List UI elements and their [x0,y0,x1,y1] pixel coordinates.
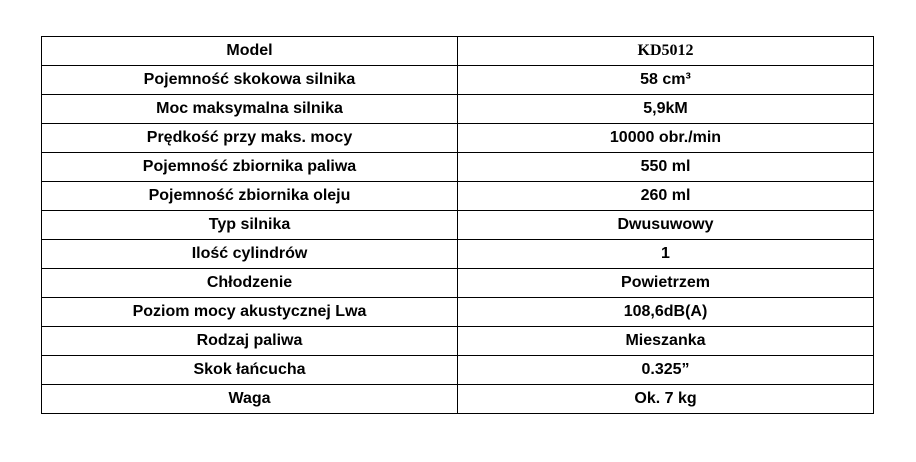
spec-value-sound-power: 108,6dB(A) [458,298,874,327]
table-row [42,66,874,95]
spec-label-cooling: Chłodzenie [42,269,458,298]
spec-value-fuel-tank: 550 ml [458,153,874,182]
spec-label-max-power: Moc maksymalna silnika [42,95,458,124]
spec-label-displacement: Pojemność skokowa silnika [42,66,458,95]
table-row [42,385,874,414]
spec-label-chain-pitch: Skok łańcucha [42,356,458,385]
spec-label-sound-power: Poziom mocy akustycznej Lwa [42,298,458,327]
spec-value-oil-tank: 260 ml [458,182,874,211]
spec-value-displacement: 58 cm³ [458,66,874,95]
spec-value-model: KD5012 [458,37,874,66]
spec-value-max-power: 5,9kM [458,95,874,124]
table-row [42,211,874,240]
spec-label-engine-type: Typ silnika [42,211,458,240]
table-row [42,356,874,385]
spec-value-fuel-type: Mieszanka [458,327,874,356]
spec-label-fuel-type: Rodzaj paliwa [42,327,458,356]
specification-table [41,36,874,414]
spec-value-cylinders: 1 [458,240,874,269]
spec-label-oil-tank: Pojemność zbiornika oleju [42,182,458,211]
table-row [42,153,874,182]
spec-label-cylinders: Ilość cylindrów [42,240,458,269]
spec-value-speed-at-max-power: 10000 obr./min [458,124,874,153]
spec-label-speed-at-max-power: Prędkość przy maks. mocy [42,124,458,153]
spec-value-cooling: Powietrzem [458,269,874,298]
spec-value-engine-type: Dwusuwowy [458,211,874,240]
spec-value-chain-pitch: 0.325” [458,356,874,385]
table-row [42,240,874,269]
spec-value-weight: Ok. 7 kg [458,385,874,414]
table-row [42,182,874,211]
table-row [42,95,874,124]
table-row [42,327,874,356]
table-row [42,269,874,298]
spec-label-fuel-tank: Pojemność zbiornika paliwa [42,153,458,182]
spec-label-weight: Waga [42,385,458,414]
table-row [42,298,874,327]
table-row [42,124,874,153]
spec-label-model: Model [42,37,458,66]
table-row [42,37,874,66]
